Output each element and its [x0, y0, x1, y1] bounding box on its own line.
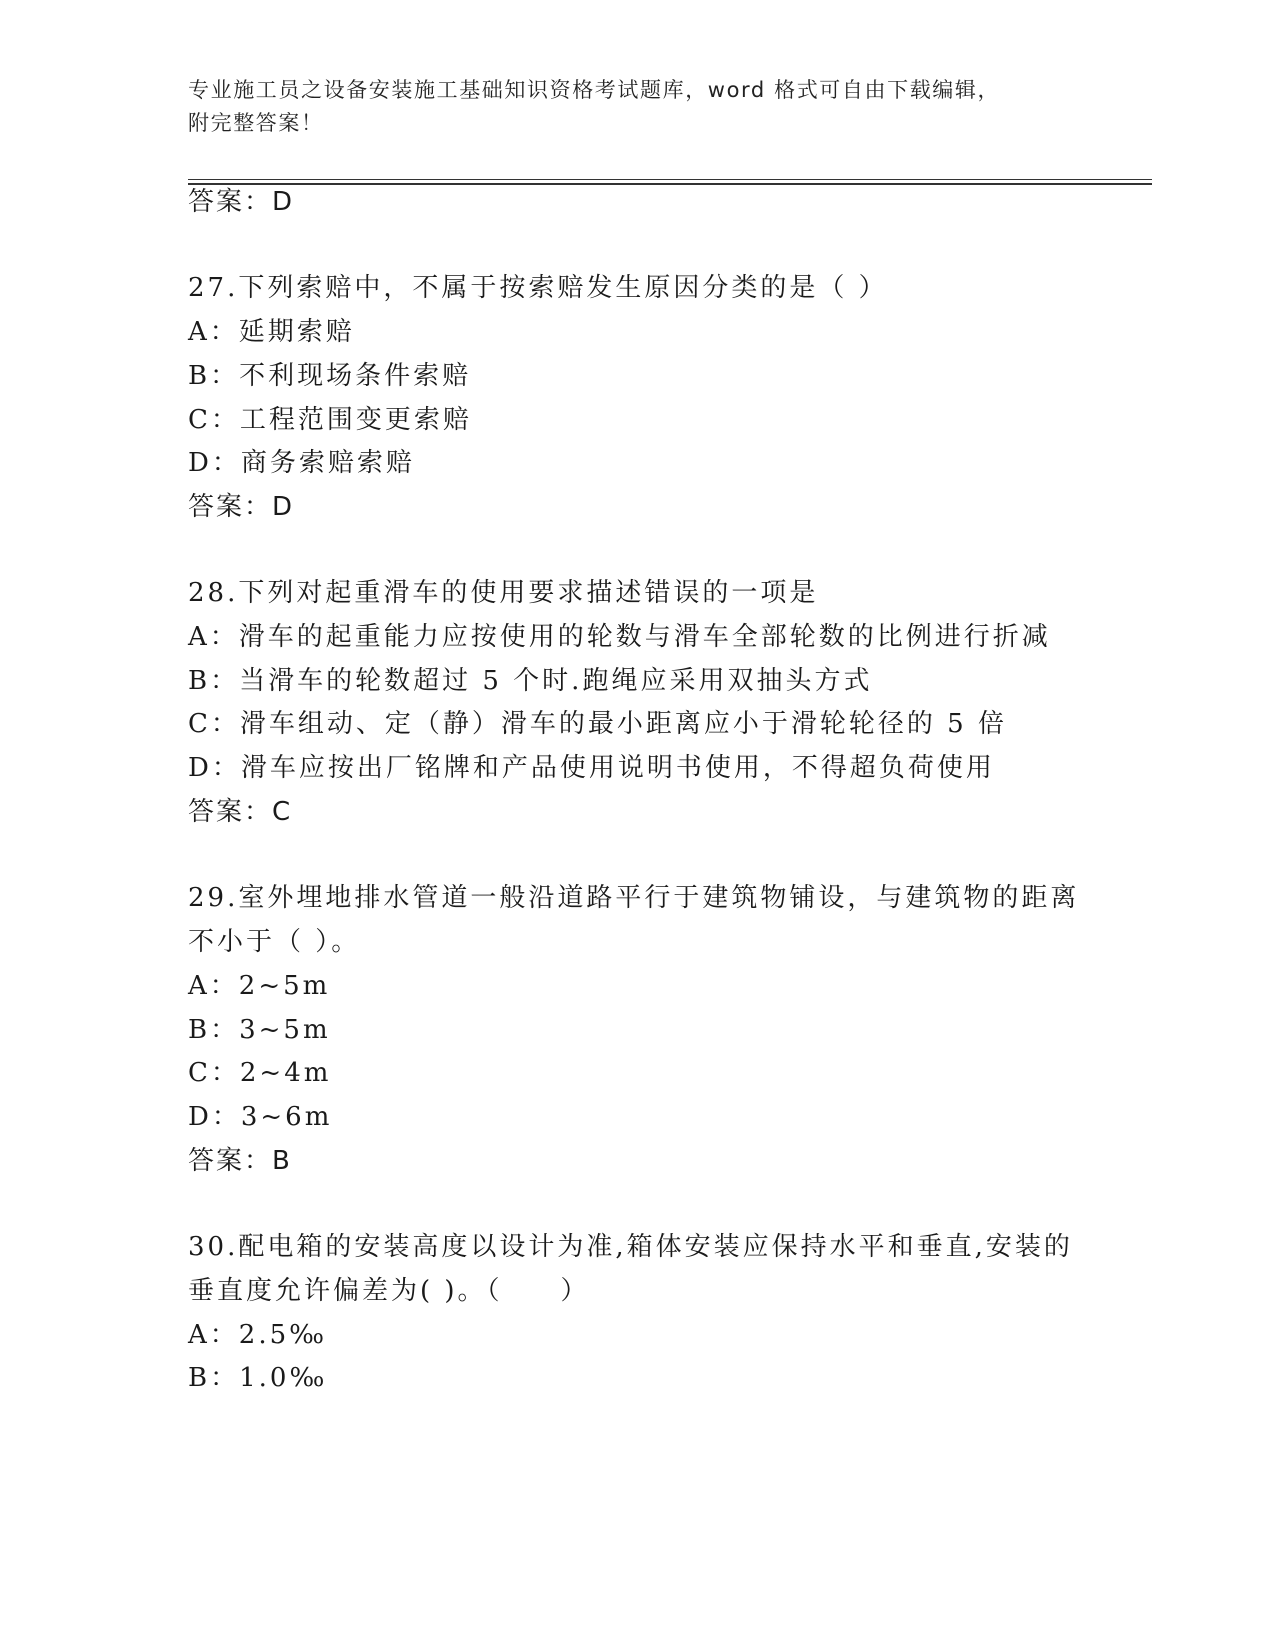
- question-27-option-d: D：商务索赔索赔: [188, 448, 415, 478]
- question-30-stem-line-1: 30.配电箱的安装高度以设计为准,箱体安装应保持水平和垂直,安装的: [188, 1232, 1073, 1262]
- question-29-option-a: A：2~5m: [188, 971, 331, 1001]
- question-27-option-a: A：延期索赔: [188, 317, 355, 347]
- question-29-option-c: C：2~4m: [188, 1058, 332, 1088]
- question-28-option-c: C：滑车组动、定（静）滑车的最小距离应小于滑轮轮径的 5 倍: [188, 709, 1007, 739]
- question-30-option-a: A：2.5‰: [188, 1320, 328, 1350]
- question-28-option-a: A：滑车的起重能力应按使用的轮数与滑车全部轮数的比例进行折减: [188, 622, 1051, 652]
- question-27-option-b: B：不利现场条件索赔: [188, 361, 472, 391]
- question-30-stem-line-2: 垂直度允许偏差为( )。（ ）: [188, 1276, 590, 1306]
- question-27-option-c: C：工程范围变更索赔: [188, 405, 472, 435]
- question-28-option-d: D：滑车应按出厂铭牌和产品使用说明书使用，不得超负荷使用: [188, 753, 995, 783]
- question-29-answer: 答案：B: [188, 1146, 292, 1176]
- question-29-option-d: D：3~6m: [188, 1102, 333, 1132]
- question-28-answer: 答案：C: [188, 797, 293, 827]
- question-27-answer: 答案：D: [188, 492, 295, 522]
- question-28-option-b: B：当滑车的轮数超过 5 个时.跑绳应采用双抽头方式: [188, 666, 873, 696]
- header-line-2: 附完整答案！: [188, 111, 324, 135]
- document-header: [188, 74, 1088, 140]
- header-line-1: 专业施工员之设备安装施工基础知识资格考试题库，word 格式可自由下载编辑，: [188, 78, 1001, 102]
- previous-answer: 答案：D: [188, 187, 295, 217]
- question-29-stem-line-1: 29.室外埋地排水管道一般沿道路平行于建筑物铺设，与建筑物的距离: [188, 883, 1080, 913]
- header-divider: [188, 179, 1152, 185]
- question-29-stem-line-2: 不小于（ ）。: [188, 927, 361, 957]
- question-30-option-b: B：1.0‰: [188, 1363, 328, 1393]
- question-28-stem: 28.下列对起重滑车的使用要求描述错误的一项是: [188, 578, 819, 608]
- question-29-option-b: B：3~5m: [188, 1015, 331, 1045]
- question-27-stem: 27.下列索赔中，不属于按索赔发生原因分类的是（ ）: [188, 273, 888, 303]
